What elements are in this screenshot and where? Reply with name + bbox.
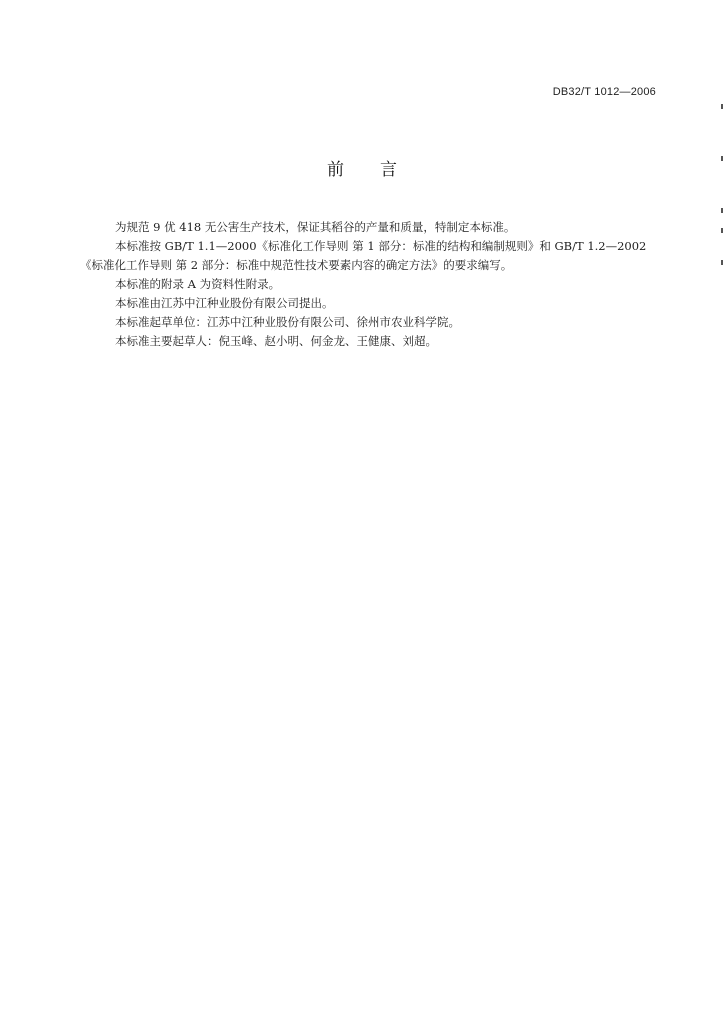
scan-edge-mark <box>721 208 723 213</box>
standard-number: DB32/T 1012—2006 <box>552 86 656 98</box>
paragraph-purpose: 为规范 9 优 418 无公害生产技术，保证其稻谷的产量和质量，特制定本标准。 <box>115 220 516 234</box>
foreword-body <box>80 218 660 351</box>
page-title: 前言 <box>327 160 433 180</box>
scan-edge-mark <box>721 156 723 161</box>
scan-edge-mark <box>721 228 723 233</box>
paragraph-drafting-units: 本标准起草单位：江苏中江种业股份有限公司、徐州市农业科学院。 <box>115 315 460 329</box>
scan-edge-mark <box>721 104 723 109</box>
paragraph-drafting-rules-continued: 《标准化工作导则 第 2 部分：标准中规范性技术要素内容的确定方法》的要求编写。 <box>80 258 513 272</box>
paragraph-appendix: 本标准的附录 A 为资料性附录。 <box>115 277 281 291</box>
paragraph-drafters: 本标准主要起草人：倪玉峰、赵小明、何金龙、王健康、刘超。 <box>115 334 437 348</box>
paragraph-drafting-rules: 本标准按 GB/T 1.1—2000《标准化工作导则 第 1 部分：标准的结构和编制规则》和 GB/T 1.2—2002 <box>115 239 647 253</box>
scan-edge-mark <box>721 260 723 265</box>
paragraph-proposer: 本标准由江苏中江种业股份有限公司提出。 <box>115 296 334 310</box>
